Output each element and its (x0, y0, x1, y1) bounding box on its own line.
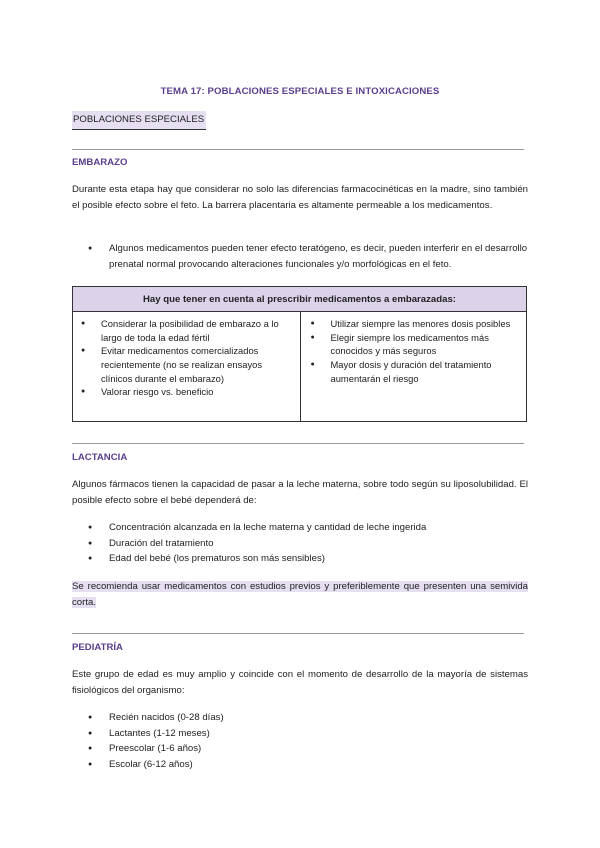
pediatria-bullet-list (88, 710, 528, 772)
table-list-item: ● Evitar medicamentos comercializados recientemente (no se realizan ensayos clínicos durante el embarazo) (79, 344, 292, 385)
list-item: ● Duración del tratamiento (88, 536, 528, 552)
pediatria-heading: PEDIATRÍA (72, 642, 123, 653)
table-column-left (73, 312, 300, 421)
pediatria-paragraph: Este grupo de edad es muy amplio y coincide con el momento de desarrollo de la mayoría de sistemas fisiológicos del organismo: (72, 669, 528, 696)
divider (72, 633, 524, 634)
embarazo-paragraph: Durante esta etapa hay que considerar no solo las diferencias farmacocinéticas en la madre, sino también el posible efecto sobre el feto. La barrera placentaria es altamente permeable a los medicamentos. (72, 184, 528, 211)
table-list-item: ● Valorar riesgo vs. beneficio (79, 385, 292, 399)
table-body (73, 312, 526, 421)
table-list-item: ● Elegir siempre los medicamentos más conocidos y más seguros (309, 331, 519, 358)
table-column-right (300, 312, 527, 421)
page-title: TEMA 17: POBLACIONES ESPECIALES E INTOXICACIONES (160, 86, 440, 97)
divider (72, 443, 524, 444)
list-item: ● Lactantes (1-12 meses) (88, 726, 528, 742)
table-header: Hay que tener en cuenta al prescribir medicamentos a embarazadas: (73, 287, 526, 312)
list-item: ● Edad del bebé (los prematuros son más sensibles) (88, 551, 528, 567)
embarazo-heading: EMBARAZO (72, 157, 128, 168)
list-item: ● Algunos medicamentos pueden tener efecto teratógeno, es decir, pueden interferir en el desarrollo prenatal normal provocando alteraciones funcionales y/o morfológicas en el feto. (88, 241, 528, 272)
lactancia-paragraph: Algunos fármacos tienen la capacidad de pasar a la leche materna, sobre todo según su liposolubilidad. El posible efecto sobre el bebé dependerá de: (72, 479, 528, 506)
table-list-item: ● Mayor dosis y duración del tratamiento aumentarán el riesgo (309, 358, 519, 385)
highlighted-text: Se recomienda usar medicamentos con estudios previos y preferiblemente que presenten una semivida corta. (72, 581, 528, 608)
table-list-item: ● Utilizar siempre las menores dosis posibles (309, 317, 519, 331)
list-item: ● Concentración alcanzada en la leche materna y cantidad de leche ingerida (88, 520, 528, 536)
divider (72, 149, 524, 150)
list-item: ● Escolar (6-12 años) (88, 757, 528, 773)
lactancia-bullet-list (88, 520, 528, 567)
lactancia-recommendation (72, 579, 528, 610)
section-subhead: POBLACIONES ESPECIALES (72, 111, 206, 130)
embarazo-bullet-list (88, 241, 528, 272)
embarazo-table (72, 286, 527, 422)
lactancia-heading: LACTANCIA (72, 452, 128, 463)
list-item: ● Recién nacidos (0-28 días) (88, 710, 528, 726)
list-item: ● Preescolar (1-6 años) (88, 741, 528, 757)
table-list-item: ● Considerar la posibilidad de embarazo a lo largo de toda la edad fértil (79, 317, 292, 344)
